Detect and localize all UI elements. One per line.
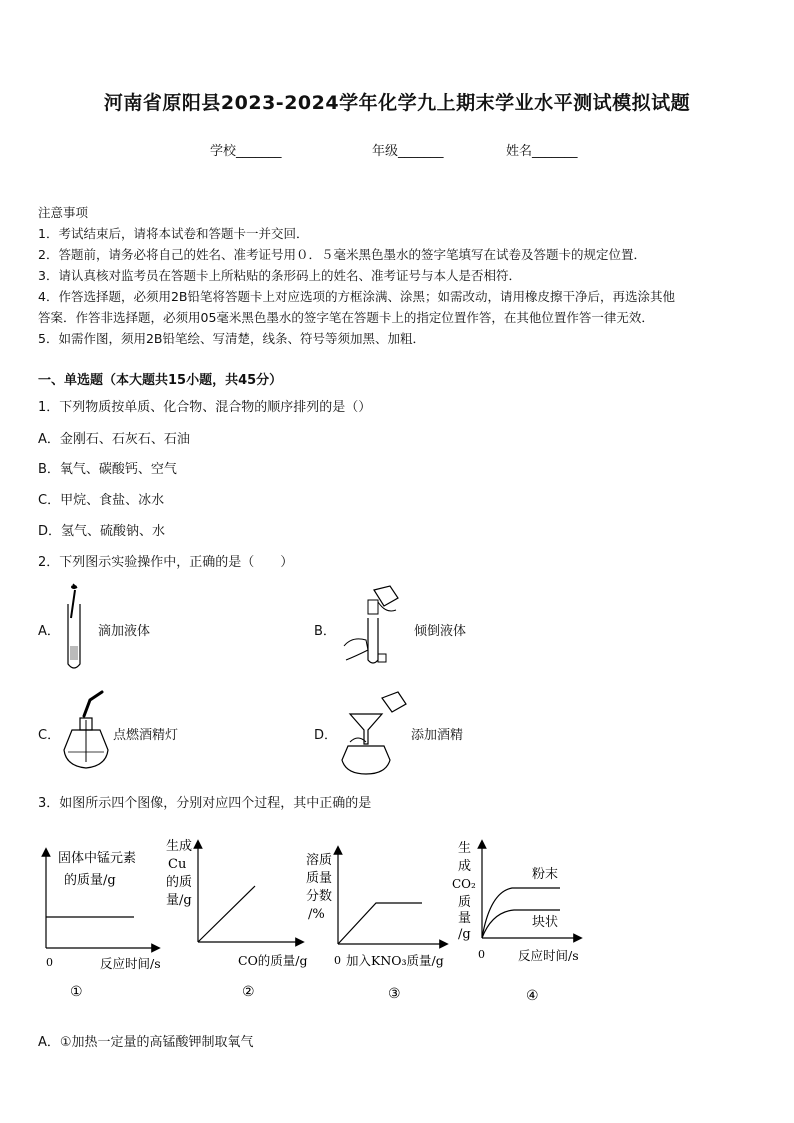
note-item: 答案．作答非选择题，必须用05毫米黑色墨水的签字笔在答题卡上的指定位置作答，在其他位置作答一律无效． xyxy=(38,310,654,325)
dropper-test-tube-icon xyxy=(60,582,90,674)
q2-option-a-letter: A． xyxy=(38,624,60,639)
q1-option-a: A．金刚石、石灰石、石油 xyxy=(38,432,190,447)
graph-4 xyxy=(452,836,592,1006)
adding-alcohol-icon xyxy=(340,688,410,776)
x-label: 加入KNO₃质量/g xyxy=(346,953,444,968)
grade-field: 年级_______ xyxy=(372,144,444,159)
q2-option-a-label: 滴加液体 xyxy=(98,624,151,639)
section-heading: 一、单选题（本大题共15小题，共45分） xyxy=(38,373,283,388)
q2-option-b-letter: B． xyxy=(314,624,336,639)
x-label: 反应时间/s xyxy=(518,948,579,963)
origin-label: 0 xyxy=(46,956,53,969)
notes-heading: 注意事项 xyxy=(38,205,89,220)
y-label: Cu xyxy=(168,857,187,872)
graph-number: ④ xyxy=(526,988,539,1004)
graph-3-line xyxy=(338,903,422,944)
powder-curve xyxy=(482,888,560,938)
page-title: 河南省原阳县2023-2024学年化学九上期末学业水平测试模拟试题 xyxy=(103,92,691,114)
y-label: 成 xyxy=(458,859,472,874)
graph-number: ③ xyxy=(388,986,401,1002)
note-item: 5．如需作图，须用2B铅笔绘、写清楚，线条、符号等须加黑、加粗． xyxy=(38,331,425,346)
y-label: 分数 xyxy=(306,889,333,904)
y-label: 量/g xyxy=(166,893,192,908)
y-label: 质量 xyxy=(306,871,333,886)
y-label: 的质 xyxy=(166,875,193,890)
y-label: CO₂ xyxy=(452,877,476,891)
q2-option-c-letter: C． xyxy=(38,728,61,743)
lump-label: 块状 xyxy=(532,915,559,930)
name-field: 姓名_______ xyxy=(506,144,578,159)
y-label: 生成 xyxy=(166,839,193,854)
y-label: 溶质 xyxy=(306,853,333,868)
pouring-liquid-icon xyxy=(338,584,408,670)
school-field: 学校_______ xyxy=(210,144,282,159)
origin-label: 0 xyxy=(334,954,341,967)
graph-number: ① xyxy=(70,984,83,1000)
x-label: CO的质量/g xyxy=(238,953,308,968)
note-item: 3．请认真核对监考员在答题卡上所粘贴的条形码上的姓名、准考证号与本人是否相符． xyxy=(38,268,521,283)
powder-label: 粉末 xyxy=(532,867,559,882)
y-label: 质 xyxy=(458,895,472,910)
question-2-stem: 2．下列图示实验操作中，正确的是（ ） xyxy=(38,555,294,570)
q2-option-c-label: 点燃酒精灯 xyxy=(113,728,179,743)
y-label: /% xyxy=(308,907,325,922)
graph-number: ② xyxy=(242,984,255,1000)
alcohol-lamp-lighting-icon xyxy=(62,690,110,772)
note-item: 4．作答选择题，必须用2B铅笔将答题卡上对应选项的方框涂满、涂黑；如需改动，请用橡皮擦干净后，再选涂其他 xyxy=(38,289,675,304)
origin-label: 0 xyxy=(478,948,485,961)
y-label-line2: 的质量/g xyxy=(64,873,116,888)
q2-option-d-label: 添加酒精 xyxy=(411,728,464,743)
q2-option-b-label: 倾倒液体 xyxy=(414,624,467,639)
question-3-stem: 3．如图所示四个图像，分别对应四个过程，其中正确的是 xyxy=(38,796,372,811)
q1-option-b: B．氧气、碳酸钙、空气 xyxy=(38,462,177,477)
y-label: 量 xyxy=(458,911,472,926)
graph-2-line xyxy=(198,886,255,942)
q2-option-d-letter: D． xyxy=(314,728,338,743)
graph-1 xyxy=(34,840,174,1005)
graph-3 xyxy=(304,842,464,1007)
y-label: 生 xyxy=(458,841,472,856)
note-item: 2．答题前，请务必将自己的姓名、准考证号用０．５毫米黑色墨水的签字笔填写在试卷及答题卡的规定位置． xyxy=(38,247,646,262)
q1-option-c: C．甲烷、食盐、冰水 xyxy=(38,493,165,508)
note-item: 1．考试结束后，请将本试卷和答题卡一并交回． xyxy=(38,226,309,241)
q1-option-d: D．氢气、硫酸钠、水 xyxy=(38,524,166,539)
q3-option-a: A．①加热一定量的高锰酸钾制取氧气 xyxy=(38,1035,254,1050)
graph-2 xyxy=(160,834,322,1004)
question-1-stem: 1．下列物质按单质、化合物、混合物的顺序排列的是（） xyxy=(38,400,372,415)
y-label: /g xyxy=(458,927,471,942)
y-label-line1: 固体中锰元素 xyxy=(58,851,137,866)
x-label: 反应时间/s xyxy=(100,956,161,971)
